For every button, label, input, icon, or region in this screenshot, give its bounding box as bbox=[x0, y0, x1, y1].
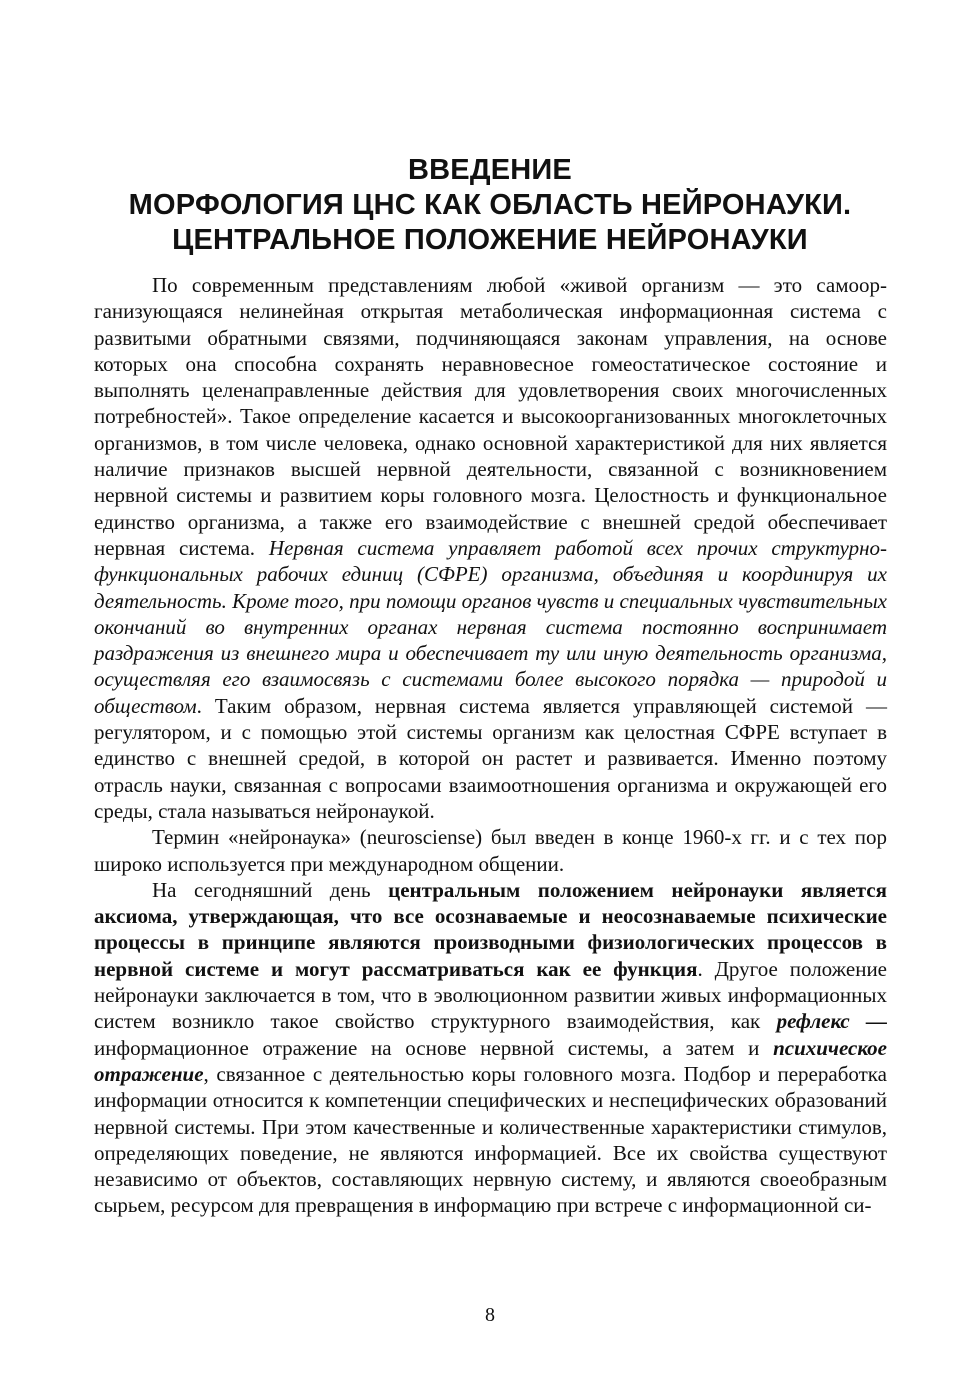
text-run: На сегодняшний день bbox=[152, 877, 389, 902]
chapter-heading bbox=[80, 153, 900, 258]
bold-italic-term-psychic-reflection: психическое отражение bbox=[94, 1035, 887, 1086]
paragraph-central-position bbox=[94, 877, 887, 1219]
text-run: . Другое положение нейронауки заключается в том, что в эволюционном развитии живых информационных систем возникло такое свойство структурного взаимодействия, как bbox=[94, 956, 887, 1034]
paragraph-term-neuroscience bbox=[94, 824, 887, 877]
heading-line-central-position: ЦЕНТРАЛЬНОЕ ПОЛОЖЕНИЕ НЕЙРОНАУКИ bbox=[172, 224, 808, 256]
text-run: По современным представлениям любой «живой организм — это самоорганизующаяся нелинейная открытая метаболическая информационная система с развитыми обратными связями, подчиняющаяся законам управления, на основе которых она способна сохранять неравновесное гомеостатическое состояние и выполнять целенаправленные действия для удовлетворения своих многочисленных потребностей». Такое определение касается и высокоорганизованных многоклеточных организмов, в том числе человека, однако основной характеристикой для них является наличие признаков высшей нервной деятельности, связанной с возникновением нервной системы и развитием коры головного мозга. Целостность и функциональное единство организма, а также его взаимодействие с внешней средой обеспечивает нервная система. bbox=[94, 273, 887, 560]
heading-line-morphology: МОРФОЛОГИЯ ЦНС КАК ОБЛАСТЬ НЕЙРОНАУКИ. bbox=[128, 189, 852, 221]
heading-line-introduction: ВВЕДЕНИЕ bbox=[408, 154, 572, 186]
text-run: Термин «нейронаука» (neurosciense) был введен в конце 1960-х гг. и с тех пор широко используется при международном общении. bbox=[94, 825, 887, 876]
bold-italic-term-reflex: рефлекс — bbox=[776, 1009, 887, 1034]
text-run: информационное отражение на основе нервной системы, а затем и bbox=[94, 1035, 774, 1060]
text-run: . Таким образом, нервная система является управляющей системой — регулятором, и с помощью этой системы организм как целостная СФРЕ вступает в единство с внешней средой, в которой он растет и развивается. Именно поэтому отрасль науки, связанная с вопросами взаимоотношения организма и окружающей его среды, стала называться нейронаукой. bbox=[94, 693, 887, 823]
paragraph-living-organism bbox=[94, 272, 887, 824]
text-run: , связанное с деятельностью коры головного мозга. Подбор и переработка информации относится к компетенции специфических и неспецифических образований нервной системы. При этом качественные и количественные характеристики стимулов, определяющих поведение, не являются информацией. Все их свойства существуют независимо от объектов, составляющих нервную систему, и являются своеобразным сырьем, ресурсом для превращения в информацию при встрече с информационной си- bbox=[94, 1061, 887, 1218]
bold-text-run: центральным положением нейронауки является аксиома, утверждающая, что все осознаваемые и неосознаваемые психические процессы в принципе являются производными физиологических процессов в нервной системе и могут рассматриваться как ее функция bbox=[94, 877, 887, 981]
body-text bbox=[94, 272, 887, 1219]
italic-text-run: Нервная система управляет работой всех прочих структурно-функциональных рабочих единиц (СФРЕ) организма, объединяя и координируя их деятельность. Кроме того, при помощи органов чувств и специальных чувствительных окончаний во внутренних органах нервная система постоянно воспринимает раздражения из внешнего мира и обеспечивает ту или иную деятельность организма, осуществляя его взаимосвязь с системами более высокого порядка — природой и обществом bbox=[94, 535, 887, 718]
page-number: 8 bbox=[485, 1304, 495, 1326]
